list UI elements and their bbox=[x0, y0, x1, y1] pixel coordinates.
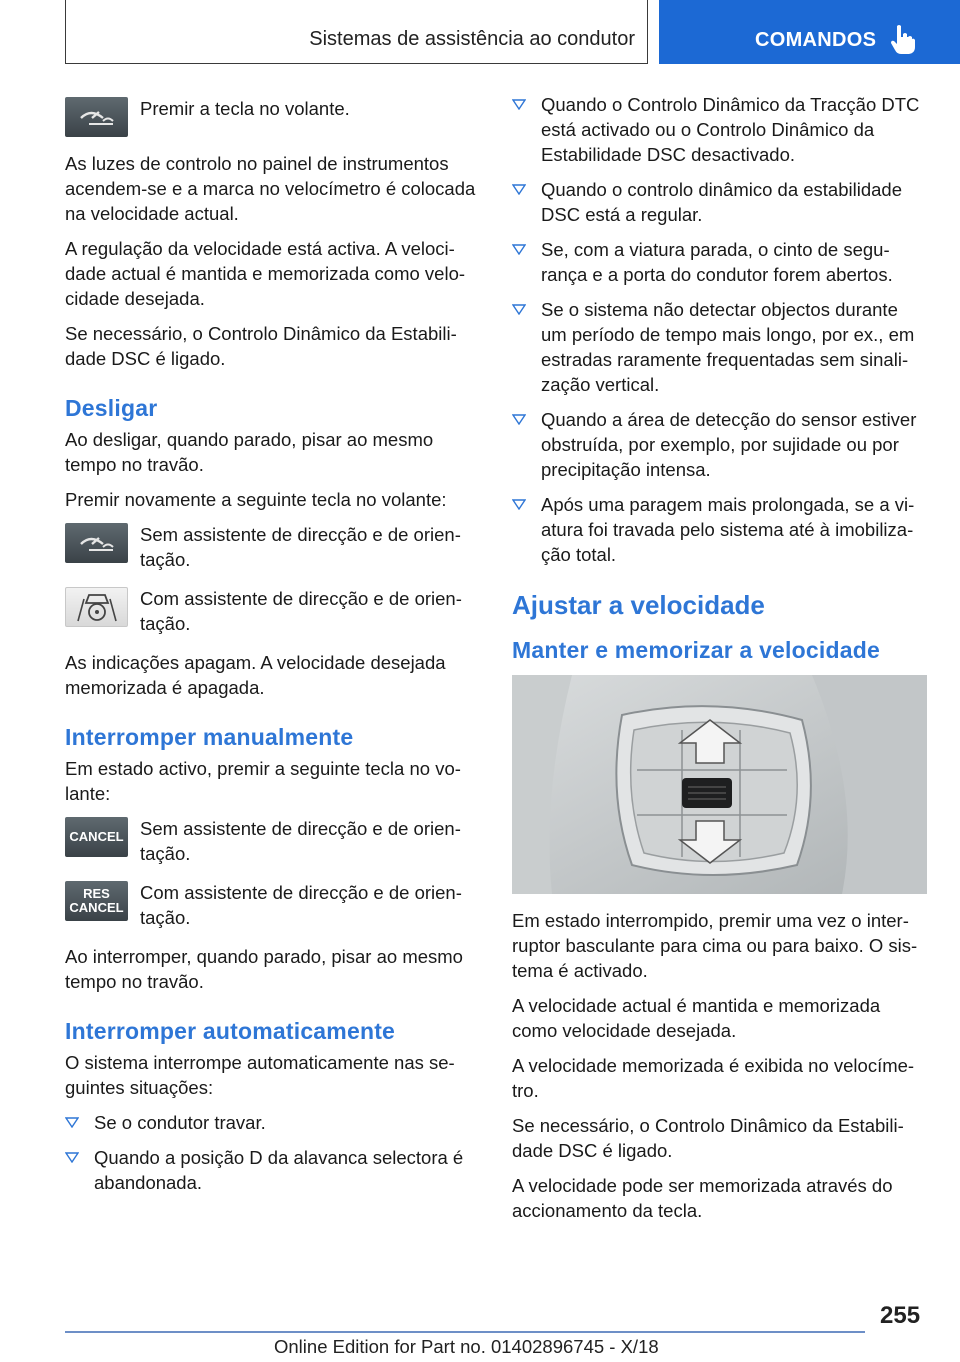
list-item-text: Após uma paragem mais prolongada, se a viatura foi travada pelo sistema até à imobilização total. bbox=[541, 494, 915, 565]
paragraph: Em estado interrompido, premir uma vez o interruptor basculante para cima ou para baixo. O sistema é activado. bbox=[512, 910, 918, 981]
triangle-bullet-icon bbox=[512, 99, 526, 110]
list-item-text: Quando o Controlo Dinâmico da Tracção DTC está activado ou o Controlo Dinâmico da Estabilidade DSC desactivado. bbox=[541, 94, 920, 165]
key-row-off-with-assist bbox=[65, 586, 480, 636]
steering-assist-key bbox=[65, 587, 128, 627]
heading-desligar: Desligar bbox=[65, 395, 158, 421]
key-row-res-cancel bbox=[65, 880, 480, 930]
chapter-tab-label: COMANDOS bbox=[755, 29, 877, 51]
section-title: Sistemas de assistência ao condutor bbox=[309, 28, 635, 50]
paragraph: A velocidade actual é mantida e memorizada como velocidade desejada. bbox=[512, 995, 881, 1041]
left-column bbox=[65, 92, 480, 1205]
paragraph: Premir novamente a seguinte tecla no volante: bbox=[65, 489, 447, 510]
paragraph: Se necessário, o Controlo Dinâmico da Estabilidade DSC é ligado. bbox=[65, 323, 457, 369]
paragraph: Em estado activo, premir a seguinte tecla no volante: bbox=[65, 758, 461, 804]
cruise-control-key bbox=[65, 523, 128, 563]
cancel-key bbox=[65, 817, 128, 857]
list-item-text: Se o sistema não detectar objectos durante um período de tempo mais longo, por ex., em estradas raramente frequentadas sem sinalização vertical. bbox=[541, 299, 915, 395]
heading-ajustar-velocidade: Ajustar a velocidade bbox=[512, 590, 765, 620]
triangle-bullet-icon bbox=[512, 414, 526, 425]
key-description: Premir a tecla no volante. bbox=[140, 98, 350, 119]
paragraph: As indicações apagam. A velocidade desejada memorizada é apagada. bbox=[65, 652, 446, 698]
bullet-list bbox=[65, 1110, 480, 1195]
chapter-tab[interactable] bbox=[659, 0, 960, 64]
list-item-text: Quando a posição D da alavanca selectora é abandonada. bbox=[94, 1147, 464, 1193]
triangle-bullet-icon bbox=[512, 499, 526, 510]
cruise-control-icon bbox=[75, 532, 119, 554]
list-item-text: Se o condutor travar. bbox=[94, 1112, 266, 1133]
list-item-text: Quando a área de detecção do sensor estiver obstruída, por exemplo, por sujidade ou por precipitação intensa. bbox=[541, 409, 917, 480]
hand-pointer-icon bbox=[891, 24, 917, 54]
list-item bbox=[512, 407, 927, 482]
bullet-list bbox=[512, 92, 927, 567]
paragraph: A velocidade pode ser memorizada através do accionamento da tecla. bbox=[512, 1175, 893, 1221]
list-item bbox=[65, 1145, 480, 1195]
list-item bbox=[512, 492, 927, 567]
list-item-text: Se, com a viatura parada, o cinto de segurança e a porta do condutor forem abertos. bbox=[541, 239, 893, 285]
key-description: Com assistente de direcção e de orientação. bbox=[140, 588, 462, 634]
right-column bbox=[512, 92, 927, 1233]
paragraph: A regulação da velocidade está activa. A velocidade actual é mantida e memorizada como velocidade desejada. bbox=[65, 238, 466, 309]
footer-divider bbox=[65, 1331, 865, 1333]
steering-wheel-rocker-switch-photo bbox=[512, 675, 927, 894]
list-item bbox=[65, 1110, 480, 1135]
paragraph: Ao interromper, quando parado, pisar ao mesmo tempo no travão. bbox=[65, 946, 463, 992]
steering-assistant-icon bbox=[72, 591, 122, 623]
key-description: Com assistente de direcção e de orientação. bbox=[140, 882, 462, 928]
list-item bbox=[512, 177, 927, 227]
triangle-bullet-icon bbox=[65, 1152, 79, 1163]
page-number: 255 bbox=[880, 1302, 921, 1329]
footer-text: Online Edition for Part no. 01402896745 - X/18 bbox=[274, 1336, 659, 1357]
paragraph: Se necessário, o Controlo Dinâmico da Estabilidade DSC é ligado. bbox=[512, 1115, 904, 1161]
triangle-bullet-icon bbox=[65, 1117, 79, 1128]
key-description: Sem assistente de direcção e de orientação. bbox=[140, 524, 461, 570]
heading-manter-memorizar: Manter e memorizar a velocidade bbox=[512, 637, 880, 663]
key-row-cancel bbox=[65, 816, 480, 866]
list-item-text: Quando o controlo dinâmico da estabilidade DSC está a regular. bbox=[541, 179, 902, 225]
triangle-bullet-icon bbox=[512, 304, 526, 315]
triangle-bullet-icon bbox=[512, 184, 526, 195]
cancel-key-label: CANCEL bbox=[69, 829, 124, 844]
paragraph: As luzes de controlo no painel de instrumentos acendem-se e a marca no velocímetro é colocada na velocidade actual. bbox=[65, 153, 476, 224]
paragraph: A velocidade memorizada é exibida no velocímetro. bbox=[512, 1055, 915, 1101]
paragraph: O sistema interrompe automaticamente nas seguintes situações: bbox=[65, 1052, 455, 1098]
list-item bbox=[512, 297, 927, 397]
header-section-box bbox=[65, 0, 648, 64]
res-cancel-key-label bbox=[69, 887, 123, 915]
heading-interromper-manualmente: Interromper manualmente bbox=[65, 724, 354, 750]
list-item bbox=[512, 92, 927, 167]
cruise-control-key bbox=[65, 97, 128, 137]
key-row-off-without-assist bbox=[65, 522, 480, 572]
triangle-bullet-icon bbox=[512, 244, 526, 255]
heading-interromper-automaticamente: Interromper automaticamente bbox=[65, 1018, 396, 1044]
list-item bbox=[512, 237, 927, 287]
cancel-label: CANCEL bbox=[69, 900, 124, 915]
cruise-control-icon bbox=[75, 106, 119, 128]
key-row-activate bbox=[65, 96, 480, 137]
key-description: Sem assistente de direcção e de orientação. bbox=[140, 818, 461, 864]
res-cancel-key bbox=[65, 881, 128, 921]
paragraph: Ao desligar, quando parado, pisar ao mesmo tempo no travão. bbox=[65, 429, 434, 475]
res-label: RES bbox=[83, 886, 110, 901]
